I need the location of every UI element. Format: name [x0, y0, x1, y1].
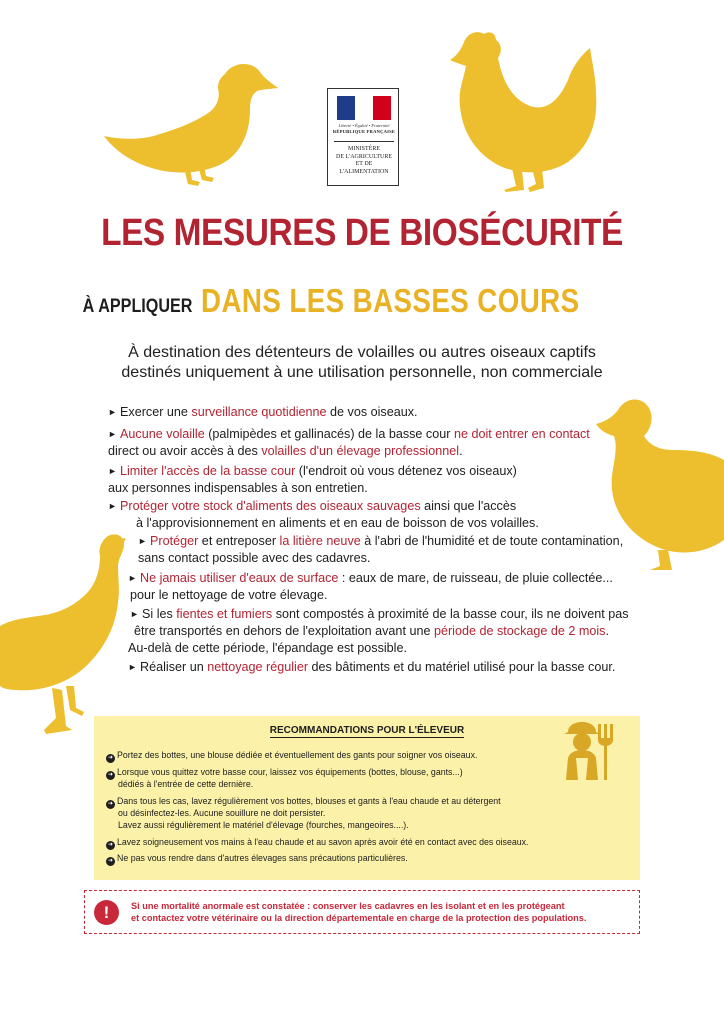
arrow-right-bullet-icon: ➜ [107, 755, 114, 761]
list-item: ► Réaliser un nettoyage régulier des bâtiments et du matériel utilisé pour la basse cour. [128, 660, 616, 674]
list-item: ► Protéger et entreposer la litière neuve à l'abri de l'humidité et de toute contamination, [138, 534, 624, 548]
ministry-name: MINISTÈRE DE L'AGRICULTURE ET DE L'ALIMENTATION [335, 146, 393, 175]
alert-text: Si une mortalité anormale est constatée : conserver les cadavres en les isolant et en les protégeant et contactez votre vétérinaire ou la direction départementale en charge de la protection des populations. [131, 901, 587, 923]
list-item: ➜ Portez des bottes, une blouse dédiée et éventuellement des gants pour soigner vos oiseaux. [107, 750, 478, 761]
arrow-right-bullet-icon: ► [128, 573, 137, 583]
list-item: ► Exercer une surveillance quotidienne de vos oiseaux. [108, 405, 418, 419]
intro-text: À destination des détenteurs de volailles ou autres oiseaux captifs destinés uniquement à une utilisation personnelle, non commerciale [121, 344, 603, 381]
farmer-pitchfork-icon [560, 718, 626, 780]
arrow-right-bullet-icon: ➜ [107, 842, 114, 848]
list-item: ➜ Dans tous les cas, lavez régulièrement vos bottes, blouses et gants à l'eau chaude et au détergent [107, 796, 501, 807]
arrow-right-bullet-icon: ► [128, 662, 137, 672]
page-subtitle [0, 282, 724, 320]
republic-motto: Liberté • Égalité • Fraternité [338, 123, 390, 128]
list-item: ► Limiter l'accès de la basse cour (l'endroit où vous détenez vos oiseaux) [108, 464, 517, 478]
arrow-right-bullet-icon: ► [130, 609, 139, 619]
arrow-right-bullet-icon: ► [108, 466, 117, 476]
warning-exclamation-icon: ! [94, 900, 119, 925]
subtitle-small: À APPLIQUER [82, 296, 193, 317]
subtitle-big: DANS LES BASSES COURS [200, 282, 579, 319]
arrow-right-bullet-icon: ➜ [107, 772, 114, 778]
arrow-right-bullet-icon: ► [108, 407, 117, 417]
arrow-right-bullet-icon: ► [108, 501, 117, 511]
guineafowl-silhouette-icon [0, 530, 140, 740]
hen-silhouette-icon [440, 28, 610, 192]
mortality-alert-box [84, 890, 640, 934]
list-item: ► Aucune volaille (palmipèdes et gallinacés) de la basse cour ne doit entrer en contact [108, 427, 590, 441]
recommendations-title: RECOMMANDATIONS POUR L'ÉLEVEUR [269, 725, 465, 736]
list-item: ➜ Lorsque vous quittez votre basse cour, laissez vos équipements (bottes, blouse, gants...) [107, 767, 463, 778]
list-item: ➜ Ne pas vous rendre dans d'autres élevages sans précautions particulières. [107, 853, 408, 864]
duck-silhouette-icon [100, 56, 280, 190]
arrow-right-bullet-icon: ► [108, 429, 117, 439]
page-title: LES MESURES DE BIOSÉCURITÉ [101, 212, 623, 254]
list-item: ► Si les fientes et fumiers sont compostés à proximité de la basse cour, ils ne doivent pas [130, 607, 629, 621]
list-item: ➜ Lavez soigneusement vos mains à l'eau chaude et au savon après avoir été en contact avec des oiseaux. [107, 837, 529, 848]
list-item: ► Ne jamais utiliser d'eaux de surface : eaux de mare, de ruisseau, de pluie collectée... [128, 571, 613, 585]
list-item: ► Protéger votre stock d'aliments des oiseaux sauvages ainsi que l'accès [108, 499, 517, 513]
ministry-logo [327, 88, 399, 186]
arrow-right-bullet-icon: ➜ [107, 801, 114, 807]
arrow-right-bullet-icon: ► [138, 536, 147, 546]
arrow-right-bullet-icon: ➜ [107, 858, 114, 864]
french-flag-icon [337, 96, 391, 120]
recommendations-box: RECOMMANDATIONS POUR L'ÉLEVEUR ➜ Portez des bottes, une blouse dédiée et éventuellement des gants pour soigner vos oiseaux. ➜ Lorsque vous quittez votre basse cour, laissez vos équipements (bottes, blouse, gants...) dédiés à l'entrée de cette dernière. ➜ Dans tous les cas, lavez régulièrement vos bottes, blouses et gants à l'eau chaude et au détergent ou désinfectez-les. Aucune souillure ne doit persister. Lavez aussi régulièrement le matériel d'élevage (fourches, mangeoires....). ➜ Lavez soigneusement vos mains à l'eau chaude et au savon après avoir été en contact avec des oiseaux. ➜ Ne pas vous rendre dans d'autres élevages sans précautions particulières. [94, 716, 640, 880]
republic-name: RÉPUBLIQUE FRANÇAISE [332, 129, 396, 134]
